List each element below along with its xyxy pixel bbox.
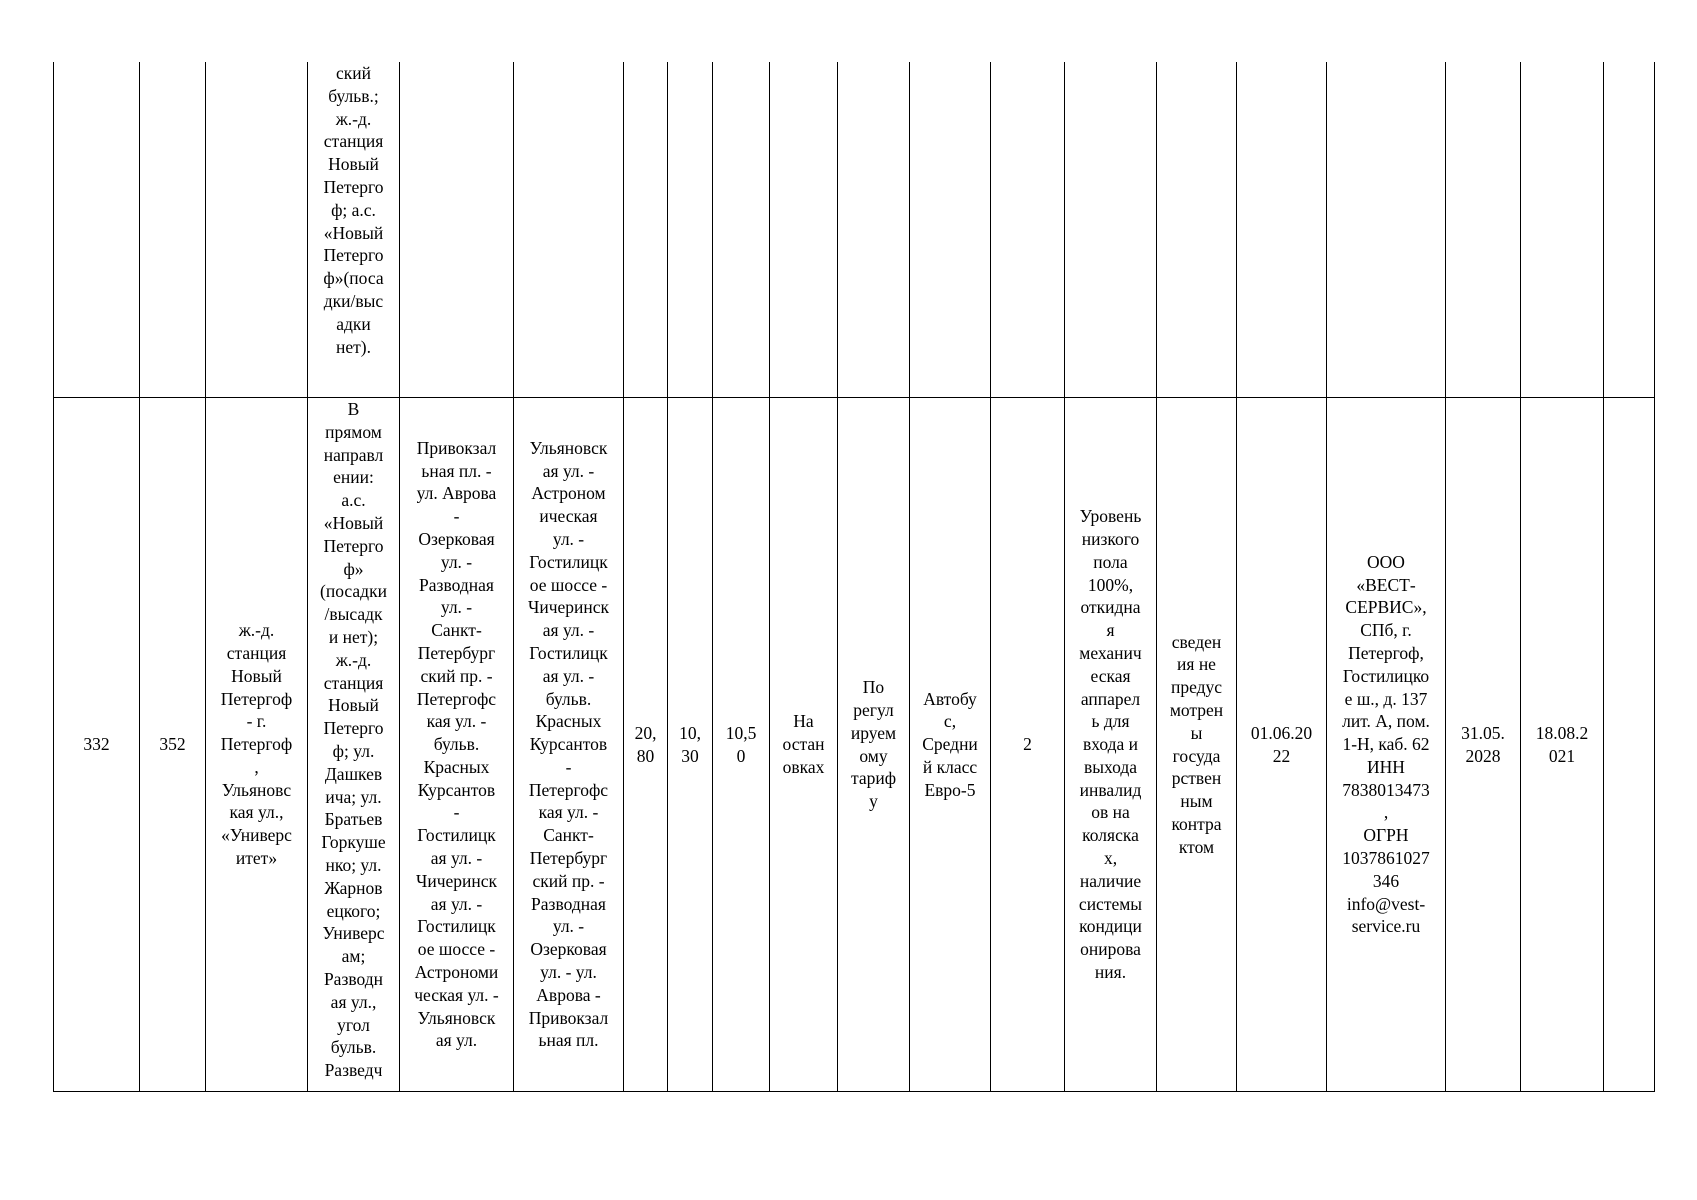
vehicle-features: Уровень низкого пола 100%, откидна я механич еская аппарел ь для входа и выхода инвалид ов на коляска х, наличие системы кондици онирова ния. xyxy=(1078,506,1143,983)
backward-length-cell xyxy=(713,398,769,1091)
registry-table xyxy=(53,62,1655,1092)
end-date-cell xyxy=(1446,398,1520,1091)
column-border xyxy=(1603,62,1604,1092)
carrier-details: ООО «ВЕСТ- СЕРВИС», СПб, г. Петергоф, Гостилицко е ш., д. 137 лит. А, пом. 1-Н, каб. 62 ИНН 7838013473 , ОГРН 1037861027 346 info@vest- service.ru xyxy=(1342,551,1430,937)
backward-length: 10,5 0 xyxy=(725,722,757,766)
registry-number: 332 xyxy=(83,734,110,755)
vehicle-count-cell xyxy=(991,398,1064,1091)
route-stops-continuation-cell xyxy=(308,62,399,397)
route-number: 352 xyxy=(159,734,186,755)
total-length-cell xyxy=(624,398,667,1091)
vehicle-features-cell xyxy=(1065,398,1156,1091)
registry-number-cell xyxy=(54,398,139,1091)
carrier-cell xyxy=(1327,398,1445,1091)
route-stops-continuation-text: ский бульв.; ж.-д. станция Новый Петерго ф; а.с. «Новый Петерго ф»(поса дки/выс адки нет). xyxy=(323,63,384,357)
route-number-cell xyxy=(140,398,205,1091)
table-bottom-border xyxy=(53,1091,1655,1092)
contract-info: сведен ия не предус мотрен ы госуда рствен ным контра ктом xyxy=(1169,631,1224,857)
boarding-order: На остан овках xyxy=(782,711,825,777)
route-stops-text: В прямом направл ении: а.с. «Новый Петерго ф» (посадки /высадк и нет); ж.-д. станция Новый Петерго ф; ул. Дашкев ича; ул. Братьев Горкуше нко; ул. Жарнов ецкого; Универс ам; Разводн ая ул., угол бульв. Разведч xyxy=(320,399,387,1081)
start-date-cell xyxy=(1237,398,1326,1091)
contract-info-cell xyxy=(1157,398,1236,1091)
column-border xyxy=(1654,62,1655,1092)
start-date: 01.06.20 22 xyxy=(1250,722,1313,766)
route-name-cell xyxy=(206,398,307,1091)
end-date: 31.05. 2028 xyxy=(1461,722,1505,766)
tariff-cell xyxy=(838,398,909,1091)
forward-length: 10, 30 xyxy=(679,722,701,766)
streets-backward-text: Ульяновск ая ул. - Астроном ическая ул. - Гостилицк ое шоссе - Чичеринск ая ул. - Гостилицк ая ул. - бульв. Красных Курсантов - Петергофс кая ул. - Санкт- Петербург ский пр. - Разводная ул. - Озерковая ул. - ул. Аврова - Привокзал ьная пл. xyxy=(527,437,610,1051)
vehicle-class: Автобу с, Средни й класс Евро-5 xyxy=(922,688,978,800)
route-stops-cell xyxy=(308,398,399,1091)
forward-length-cell xyxy=(668,398,712,1091)
tariff: По регул ируем ому тариф у xyxy=(850,677,897,812)
vehicle-class-cell xyxy=(910,398,990,1091)
record-date-cell xyxy=(1521,398,1603,1091)
streets-forward-cell xyxy=(400,398,513,1091)
streets-backward-cell xyxy=(514,398,623,1091)
vehicle-count: 2 xyxy=(1023,734,1032,755)
record-date: 18.08.2 021 xyxy=(1535,722,1589,766)
streets-forward-text: Привокзал ьная пл. - ул. Аврова - Озерковая ул. - Разводная ул. - Санкт- Петербург ский пр. - Петергофс кая ул. - бульв. Красных Курсантов - Гостилицк ая ул. - Чичеринск ая ул. - Гостилицк ое шоссе - Астрономи ческая ул. - Ульяновск ая ул. xyxy=(414,437,499,1051)
boarding-order-cell xyxy=(770,398,837,1091)
route-name: ж.-д. станция Новый Петергоф - г. Петергоф , Ульяновс кая ул., «Универс итет» xyxy=(220,620,293,869)
total-length: 20, 80 xyxy=(634,722,657,766)
